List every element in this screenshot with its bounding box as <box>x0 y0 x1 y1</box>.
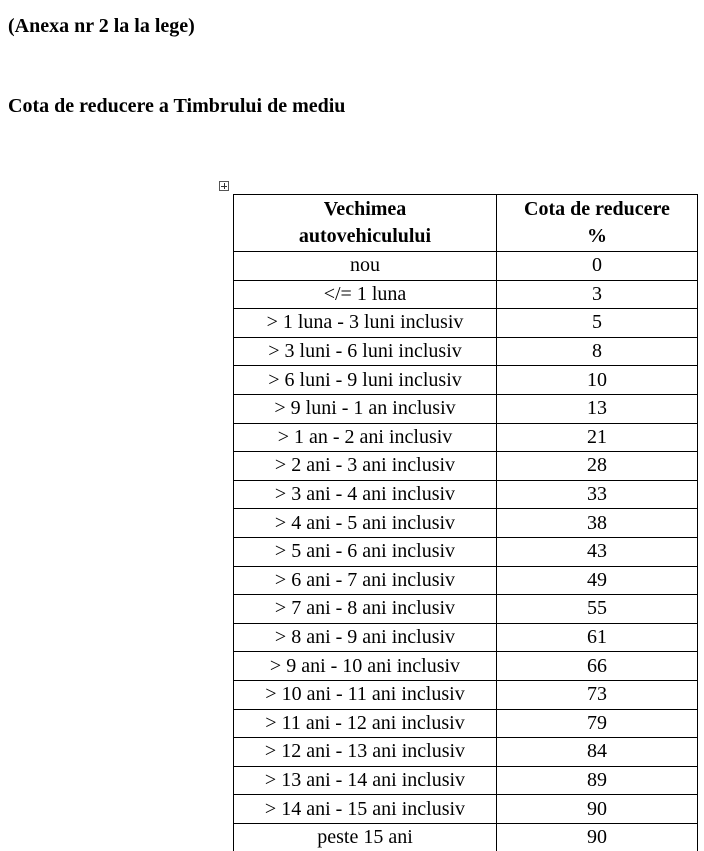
table-row <box>234 337 698 366</box>
reduction-rate-cell: 49 <box>497 566 698 595</box>
table-row <box>234 623 698 652</box>
vehicle-age-cell: > 9 luni - 1 an inclusiv <box>234 394 497 423</box>
document-title: Cota de reducere a Timbrului de mediu <box>8 95 346 117</box>
vehicle-age-cell: > 1 luna - 3 luni inclusiv <box>234 309 497 338</box>
annex-label: (Anexa nr 2 la la lege) <box>8 15 195 37</box>
vehicle-age-cell: > 7 ani - 8 ani inclusiv <box>234 595 497 624</box>
table-row <box>234 480 698 509</box>
header-reduction-rate <box>497 195 698 252</box>
header-vehicle-age-line: Vechimea <box>323 198 407 220</box>
vehicle-age-cell: > 9 ani - 10 ani inclusiv <box>234 652 497 681</box>
vehicle-age-cell: > 5 ani - 6 ani inclusiv <box>234 537 497 566</box>
table-row <box>234 423 698 452</box>
reduction-rate-cell: 3 <box>497 280 698 309</box>
vehicle-age-cell: > 4 ani - 5 ani inclusiv <box>234 509 497 538</box>
vehicle-age-cell: > 11 ani - 12 ani inclusiv <box>234 709 497 738</box>
table-row <box>234 309 698 338</box>
table-row <box>234 509 698 538</box>
table-row <box>234 652 698 681</box>
table-row <box>234 795 698 824</box>
table-row <box>234 566 698 595</box>
vehicle-age-cell: > 10 ani - 11 ani inclusiv <box>234 680 497 709</box>
reduction-rate-cell: 38 <box>497 509 698 538</box>
vehicle-age-cell: > 8 ani - 9 ani inclusiv <box>234 623 497 652</box>
vehicle-age-cell: > 14 ani - 15 ani inclusiv <box>234 795 497 824</box>
reduction-rate-cell: 90 <box>497 795 698 824</box>
table-row <box>234 452 698 481</box>
reduction-rate-cell: 8 <box>497 337 698 366</box>
vehicle-age-cell: > 13 ani - 14 ani inclusiv <box>234 766 497 795</box>
header-vehicle-age <box>234 195 497 252</box>
reduction-rate-cell: 28 <box>497 452 698 481</box>
table-row <box>234 595 698 624</box>
vehicle-age-cell: > 3 luni - 6 luni inclusiv <box>234 337 497 366</box>
reduction-rate-cell: 73 <box>497 680 698 709</box>
table-row <box>234 537 698 566</box>
reduction-rate-cell: 55 <box>497 595 698 624</box>
reduction-rate-cell: 66 <box>497 652 698 681</box>
vehicle-age-cell: > 1 an - 2 ani inclusiv <box>234 423 497 452</box>
reduction-rate-cell: 43 <box>497 537 698 566</box>
reduction-table <box>233 194 698 851</box>
header-vehicle-age-line: autovehiculului <box>298 225 432 247</box>
table-row <box>234 709 698 738</box>
reduction-rate-cell: 0 <box>497 252 698 281</box>
reduction-rate-cell: 84 <box>497 738 698 767</box>
table-row <box>234 766 698 795</box>
header-reduction-rate-line: % <box>587 225 607 247</box>
reduction-rate-cell: 10 <box>497 366 698 395</box>
vehicle-age-cell: </= 1 luna <box>234 280 497 309</box>
reduction-rate-cell: 61 <box>497 623 698 652</box>
vehicle-age-cell: > 6 ani - 7 ani inclusiv <box>234 566 497 595</box>
header-reduction-rate-line: Cota de reducere <box>524 198 670 220</box>
reduction-rate-cell: 89 <box>497 766 698 795</box>
reduction-rate-cell: 33 <box>497 480 698 509</box>
table-row <box>234 394 698 423</box>
vehicle-age-cell: > 12 ani - 13 ani inclusiv <box>234 738 497 767</box>
table-row <box>234 680 698 709</box>
vehicle-age-cell: nou <box>234 252 497 281</box>
table-row <box>234 366 698 395</box>
vehicle-age-cell: peste 15 ani <box>234 823 497 851</box>
reduction-rate-cell: 13 <box>497 394 698 423</box>
reduction-rate-cell: 90 <box>497 823 698 851</box>
table-move-handle-icon[interactable] <box>219 181 229 191</box>
table-row <box>234 738 698 767</box>
vehicle-age-cell: > 3 ani - 4 ani inclusiv <box>234 480 497 509</box>
vehicle-age-cell: > 2 ani - 3 ani inclusiv <box>234 452 497 481</box>
reduction-rate-cell: 21 <box>497 423 698 452</box>
table-row <box>234 280 698 309</box>
table-header-row <box>234 195 698 252</box>
vehicle-age-cell: > 6 luni - 9 luni inclusiv <box>234 366 497 395</box>
table-row <box>234 252 698 281</box>
reduction-rate-cell: 79 <box>497 709 698 738</box>
table-row <box>234 823 698 851</box>
reduction-rate-cell: 5 <box>497 309 698 338</box>
